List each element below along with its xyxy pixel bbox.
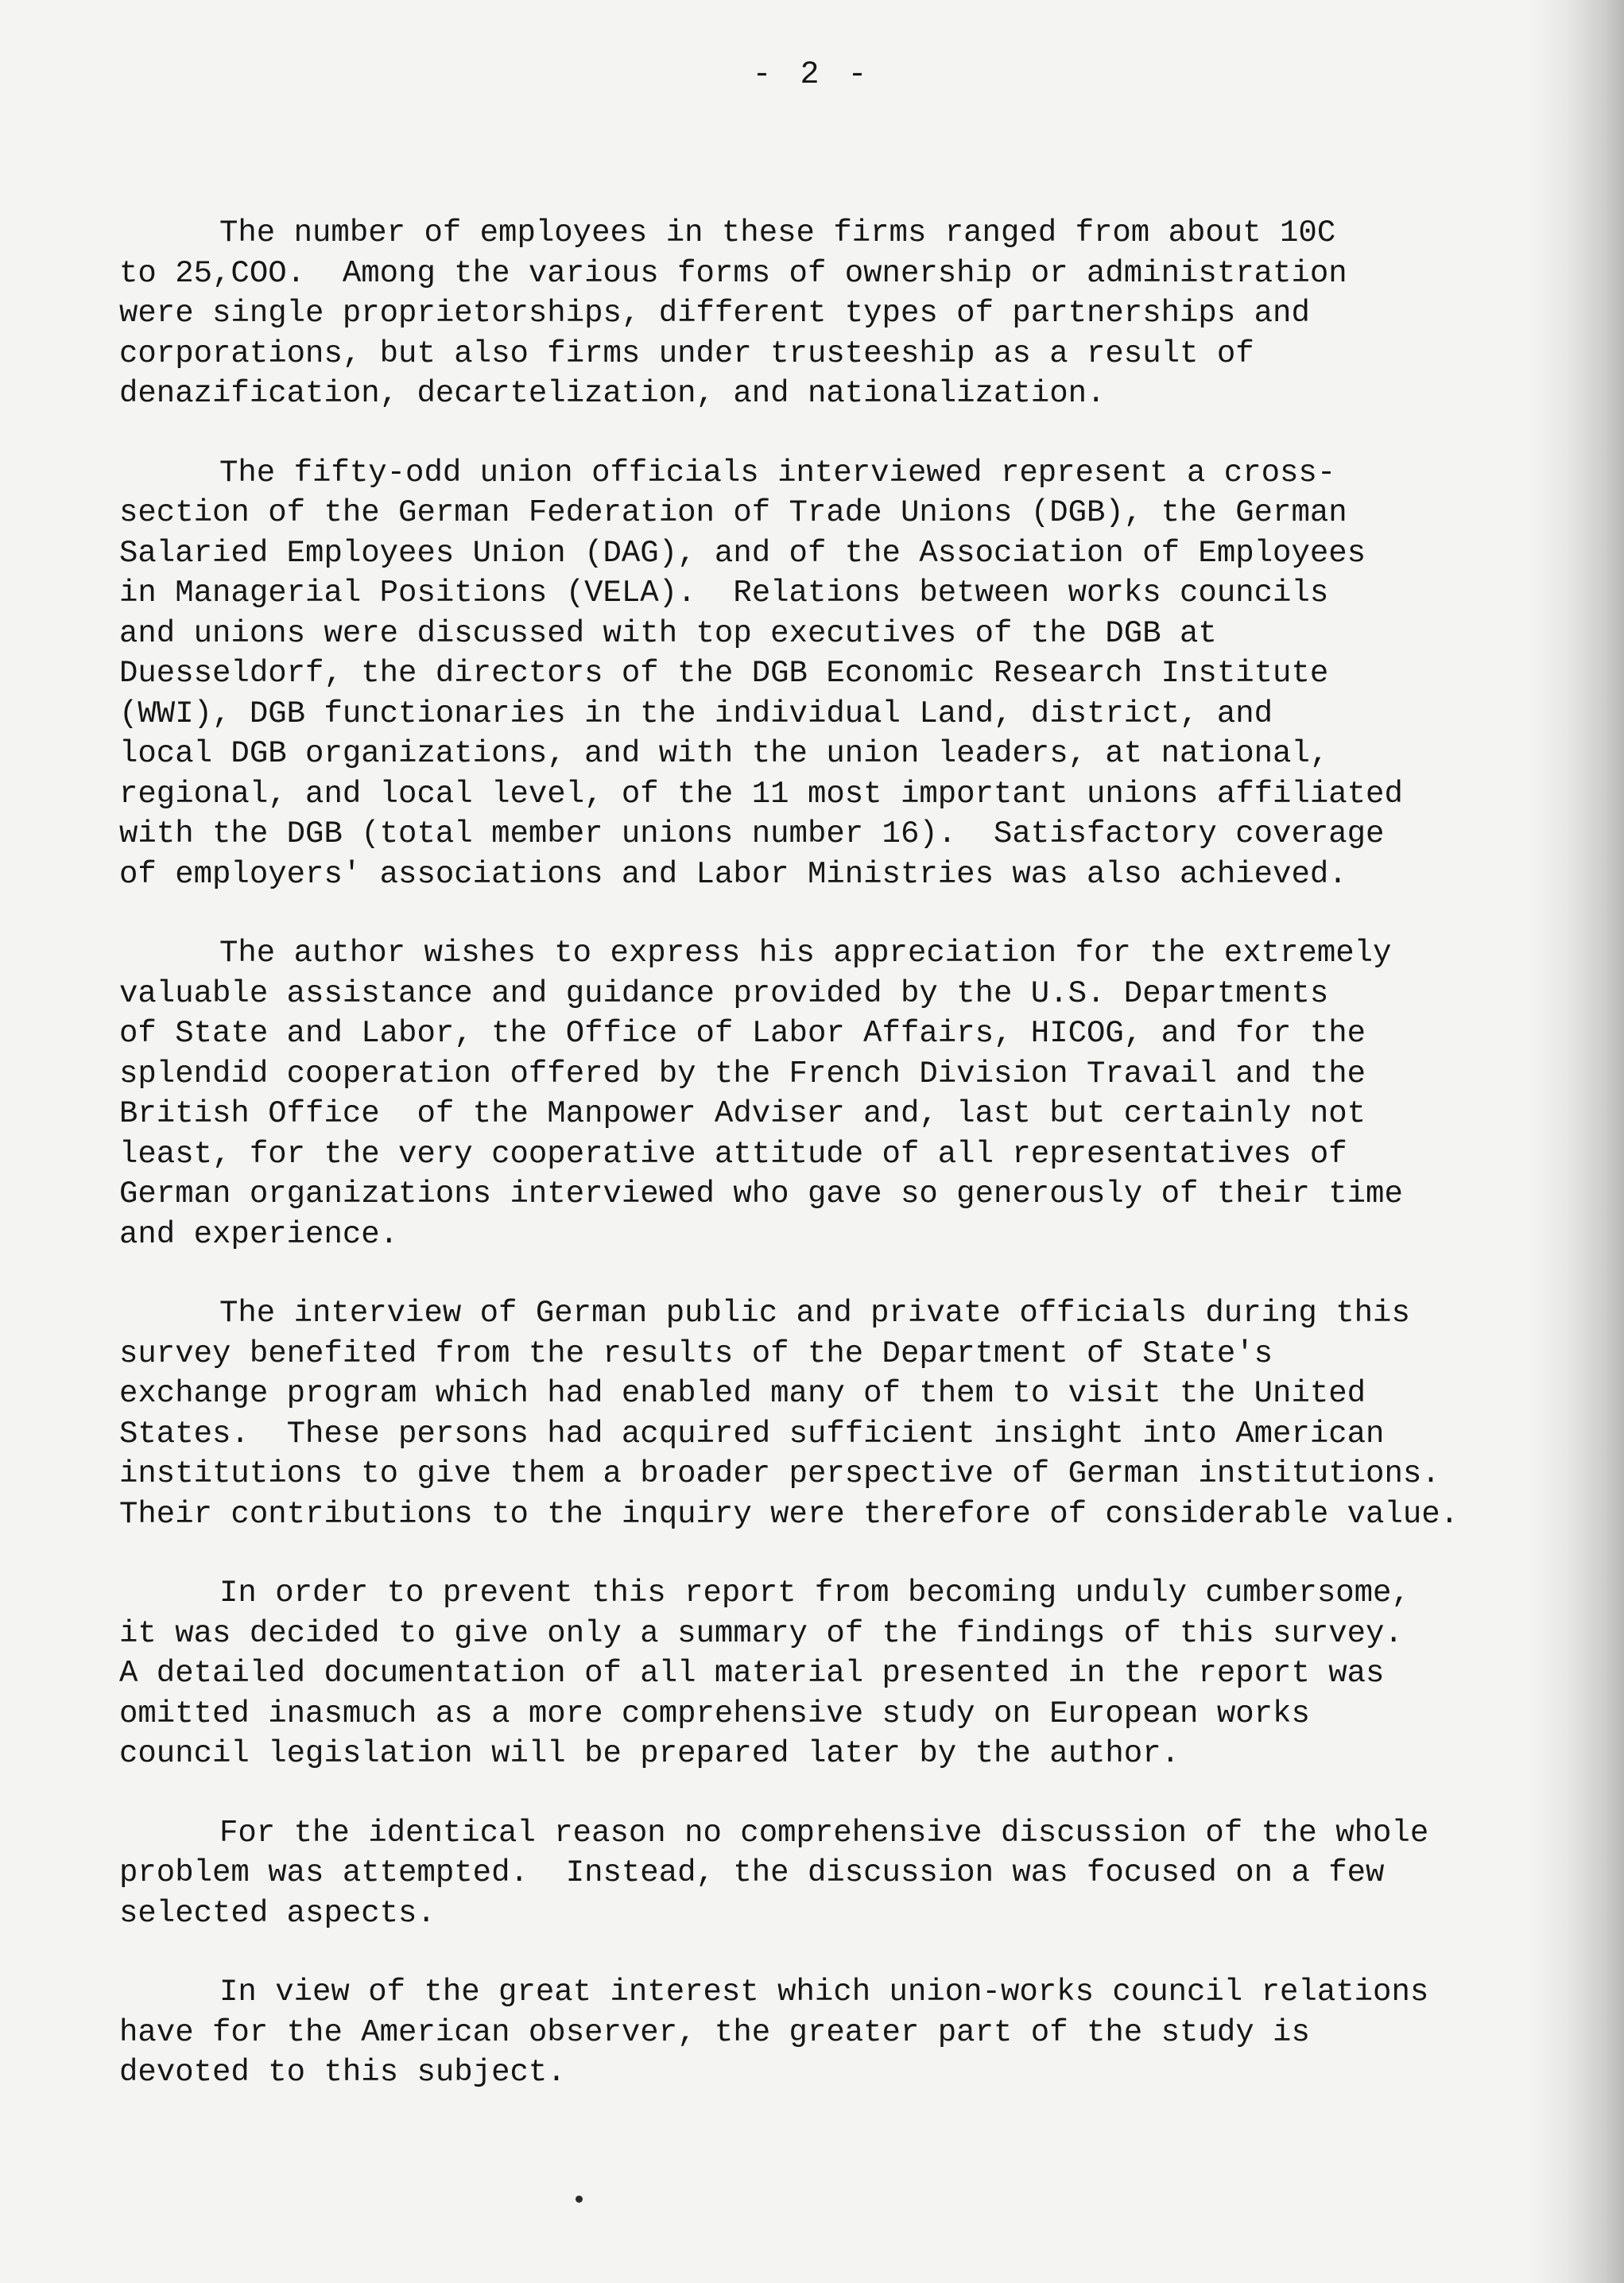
text-line: it was decided to give only a summary of the findings of this survey. [119, 1615, 1403, 1651]
text-line: survey benefited from the results of the Department of State's [119, 1335, 1273, 1371]
text-line: Duesseldorf, the directors of the DGB Economic Research Institute [119, 656, 1329, 691]
text-line: devoted to this subject. [119, 2055, 566, 2090]
text-line: British Office of the Manpower Adviser and, last but certainly not [119, 1096, 1366, 1131]
text-line: selected aspects. [119, 1895, 436, 1931]
text-line: have for the American observer, the greater part of the study is [119, 2014, 1310, 2050]
text-line: were single proprietorships, different types of partnerships and [119, 296, 1310, 331]
binding-shadow [1529, 0, 1624, 2283]
body-text [119, 213, 1542, 2132]
text-line: corporations, but also firms under trusteeship as a result of [119, 335, 1254, 371]
text-line: The fifty-odd union officials interviewed represent a cross- [219, 455, 1336, 490]
paragraph [119, 1573, 1542, 1774]
text-line: section of the German Federation of Trade Unions (DGB), the German [119, 495, 1347, 530]
text-line: regional, and local level, of the 11 most important unions affiliated [119, 776, 1403, 812]
text-line: denazification, decartelization, and nationalization. [119, 376, 1106, 411]
text-line: The number of employees in these firms ranged from about 10C [219, 215, 1336, 250]
paragraph [119, 213, 1542, 414]
text-line: In view of the great interest which union-works council relations [219, 1975, 1429, 2010]
text-line: and experience. [119, 1216, 399, 1252]
text-line: Their contributions to the inquiry were therefore of considerable value. [119, 1496, 1459, 1532]
text-line: (WWI), DGB functionaries in the individual Land, district, and [119, 696, 1273, 731]
text-line: institutions to give them a broader perspective of German institutions. [119, 1456, 1440, 1491]
text-line: local DGB organizations, and with the union leaders, at national, [119, 736, 1329, 771]
paragraph [119, 933, 1542, 1254]
text-line: valuable assistance and guidance provided by the U.S. Departments [119, 975, 1329, 1011]
text-line: In order to prevent this report from becoming unduly cumbersome, [219, 1576, 1410, 1611]
text-line: Salaried Employees Union (DAG), and of the Association of Employees [119, 535, 1366, 571]
text-line: omitted inasmuch as a more comprehensive study on European works [119, 1696, 1310, 1731]
text-line: of employers' associations and Labor Ministries was also achieved. [119, 856, 1347, 892]
text-line: problem was attempted. Instead, the discussion was focused on a few [119, 1855, 1385, 1890]
text-line: of State and Labor, the Office of Labor Affairs, HICOG, and for the [119, 1016, 1366, 1051]
paragraph [119, 1813, 1542, 1934]
text-line: The author wishes to express his appreciation for the extremely [219, 936, 1392, 971]
text-line: in Managerial Positions (VELA). Relations between works councils [119, 576, 1329, 610]
text-line: council legislation will be prepared later by the author. [119, 1736, 1180, 1771]
text-line: with the DGB (total member unions number 16). Satisfactory coverage [119, 816, 1385, 851]
text-line: least, for the very cooperative attitude of all representatives of [119, 1136, 1347, 1172]
text-line: German organizations interviewed who gave so generously of their time [119, 1176, 1403, 1211]
text-line: to 25,COO. Among the various forms of ownership or administration [119, 255, 1347, 291]
text-line: exchange program which had enabled many of them to visit the United [119, 1376, 1366, 1411]
text-line: A detailed documentation of all material presented in the report was [119, 1656, 1385, 1691]
text-line: and unions were discussed with top executives of the DGB at [119, 615, 1217, 651]
text-line: States. These persons had acquired sufficient insight into American [119, 1416, 1385, 1452]
page-number: - 2 - [752, 57, 872, 93]
paragraph [119, 1972, 1542, 2093]
text-line: For the identical reason no comprehensive discussion of the whole [219, 1815, 1429, 1851]
text-line: splendid cooperation offered by the French Division Travail and the [119, 1056, 1366, 1091]
text-line: The interview of German public and private officials during this [219, 1296, 1410, 1331]
scan-speck [576, 2196, 583, 2203]
paragraph [119, 453, 1542, 895]
paragraph [119, 1293, 1542, 1534]
